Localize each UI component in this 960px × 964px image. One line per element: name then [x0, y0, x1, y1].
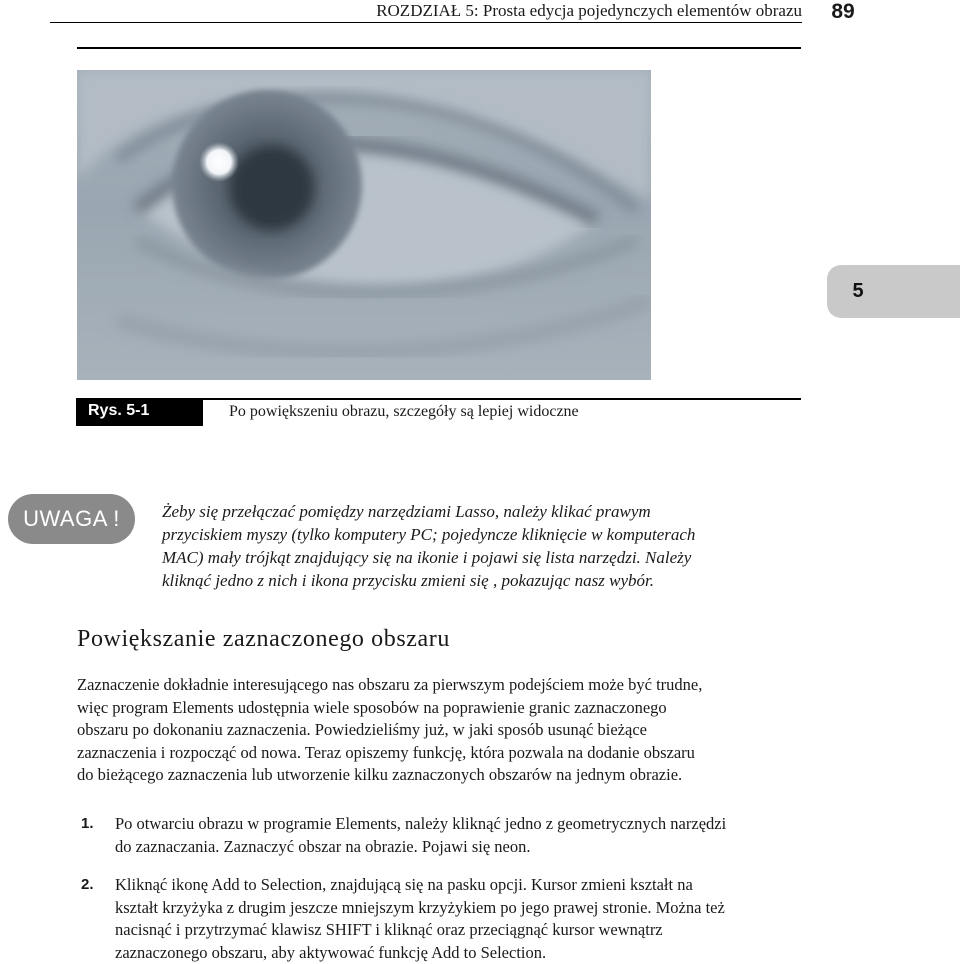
note-line: MAC) mały trójkąt znajdujący się na ikonie i pojawi się lista narzędzi. Należy: [162, 548, 692, 567]
caption-rule: [200, 398, 801, 400]
step-line: kształt krzyżyka z drugim jeszcze mniejszym krzyżykiem po jego prawej stronie. Można też: [115, 897, 725, 917]
step-number: 1.: [81, 815, 94, 832]
note-line: Żeby się przełączać pomiędzy narzędziami Lasso, należy klikać prawym: [162, 502, 651, 521]
body-paragraph: [77, 674, 801, 787]
step-line: Po otwarciu obrazu w programie Elements, należy kliknąć jedno z geometrycznych narzędzi: [115, 814, 727, 833]
figure-caption: Po powiększeniu obrazu, szczegóły są lepiej widoczne: [229, 403, 579, 420]
step-text: [115, 813, 805, 858]
eye-photo: [77, 70, 651, 380]
page-number: 89: [831, 0, 855, 23]
note-line: przyciskiem myszy (tylko komputery PC; pojedyncze kliknięcie w komputerach: [162, 525, 696, 544]
figure-top-rule: [77, 47, 801, 49]
step-line: Kliknąć ikonę Add to Selection, znajdującą się na pasku opcji. Kursor zmieni kształt na: [115, 875, 693, 894]
note-line: kliknąć jedno z nich i ikona przycisku zmieni się , pokazując nasz wybór.: [162, 571, 654, 590]
step-line: do zaznaczania. Zaznaczyć obszar na obrazie. Pojawi się neon.: [115, 836, 531, 856]
paragraph-line: Zaznaczenie dokładnie interesującego nas obszaru za pierwszym podejściem może być trudne,: [77, 675, 703, 694]
note-text: [162, 500, 802, 592]
paragraph-line: obszaru po dokonaniu zaznaczenia. Powiedzieliśmy już, w jaki sposób usunąć bieżące: [77, 720, 647, 739]
section-heading: Powiększanie zaznaczonego obszaru: [77, 626, 450, 652]
paragraph-line: więc program Elements udostępnia wiele sposobów na poprawienie granic zaznaczonego: [77, 697, 667, 717]
step-line: zaznaczonego obszaru, aby aktywować funkcję Add to Selection.: [115, 942, 547, 962]
step-line: nacisnąć i przytrzymać klawisz SHIFT i kliknąć oraz przeciągnąć kursor wewnątrz: [115, 920, 663, 939]
paragraph-line: zaznaczenia i rozpocząć od nowa. Teraz opiszemy funkcję, która pozwala na dodanie obszaru: [77, 742, 695, 762]
chapter-tab-label: 5: [852, 280, 864, 302]
figure-label: Rys. 5-1: [88, 402, 150, 419]
chapter-title: ROZDZIAŁ 5: Prosta edycja pojedynczych elementów obrazu: [376, 1, 802, 20]
paragraph-line: do bieżącego zaznaczenia lub utworzenie kilku zaznaczonych obszarów na jednym obrazie.: [77, 765, 683, 784]
step-text: [115, 874, 805, 964]
note-badge-label: UWAGA !: [23, 506, 120, 531]
step-number: 2.: [81, 876, 94, 893]
header-rule: [50, 22, 802, 23]
